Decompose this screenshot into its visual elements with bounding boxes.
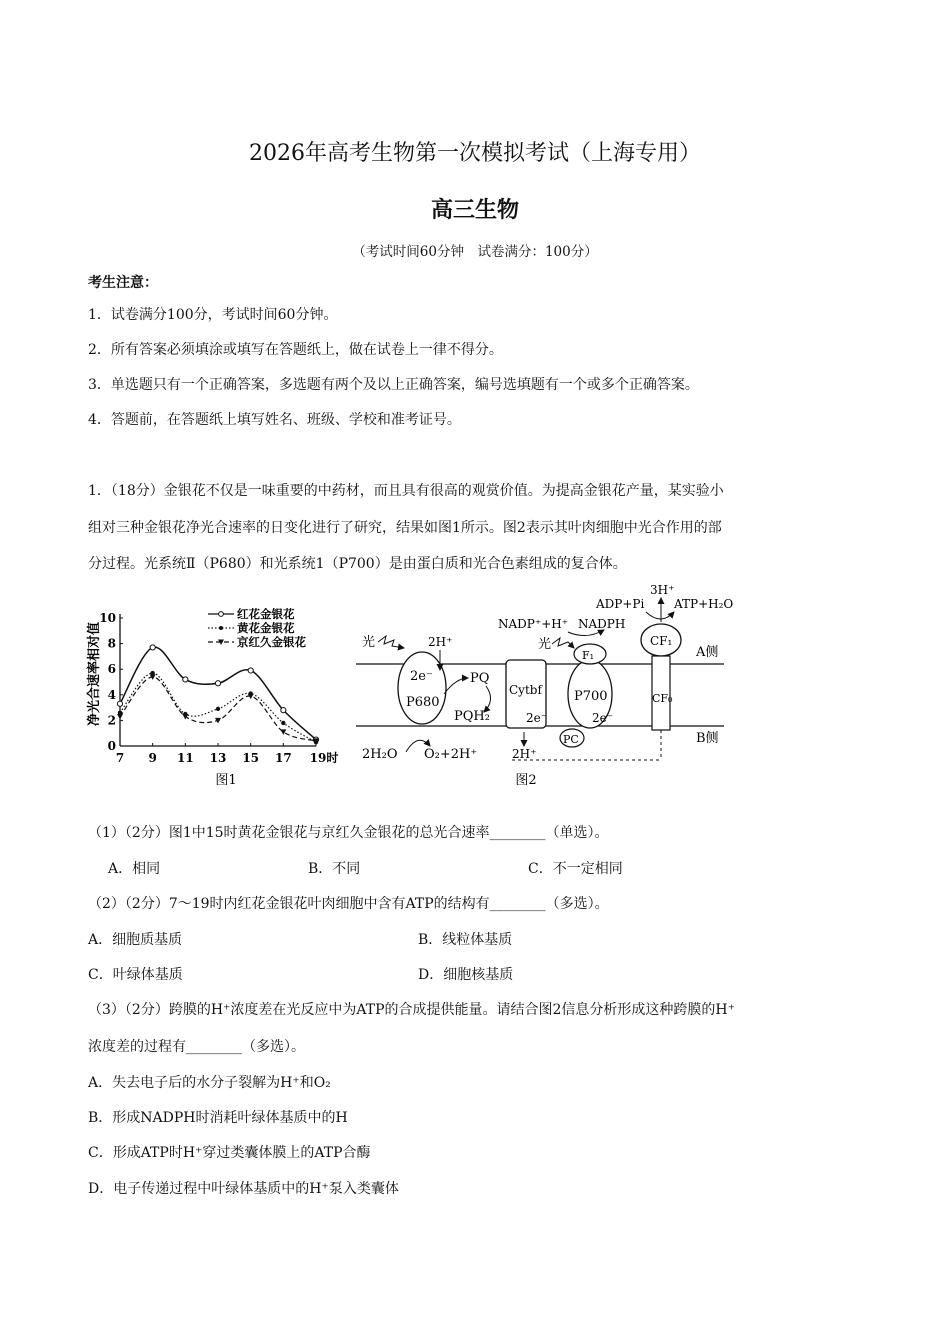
q3-option: D．电子传递过程中叶绿体基质中的H⁺泵入类囊体 bbox=[88, 1181, 399, 1197]
figure2-diagram bbox=[356, 582, 736, 792]
x-tick-label: 7 bbox=[115, 751, 125, 765]
notice-item: 3．单选题只有一个正确答案，多选题有两个及以上正确答案，编号选填题有一个或多个正确答案。 bbox=[88, 377, 699, 393]
figure2-caption: 图2 bbox=[515, 773, 537, 788]
light-label: 光 bbox=[538, 637, 552, 652]
data-point bbox=[183, 677, 188, 682]
atp-label: ATP+H₂O bbox=[674, 597, 734, 611]
light-label: 光 bbox=[362, 635, 376, 650]
electron-label: 2e⁻ bbox=[526, 711, 548, 725]
data-point bbox=[216, 707, 220, 711]
legend-label: 黄花金银花 bbox=[237, 621, 295, 635]
side-b-label: B侧 bbox=[696, 731, 719, 746]
q3-option: C．形成ATP时H⁺穿过类囊体膜上的ATP合酶 bbox=[88, 1145, 371, 1161]
figure1-caption: 图1 bbox=[215, 773, 237, 788]
p700-label: P700 bbox=[574, 689, 608, 704]
data-point bbox=[281, 721, 285, 725]
notice-item: 2．所有答案必须填涂或填写在答题纸上，做在试卷上一律不得分。 bbox=[88, 342, 503, 358]
q3-option: B．形成NADPH时消耗叶绿体基质中的H bbox=[88, 1110, 348, 1126]
exam-title: 2026年高考生物第一次模拟考试（上海专用） bbox=[249, 141, 701, 166]
legend-label: 红花金银花 bbox=[237, 607, 295, 621]
y-tick-label: 4 bbox=[107, 687, 116, 702]
exam-meta: （考试时间60分钟 试卷满分：100分） bbox=[352, 244, 598, 260]
notice-heading: 考生注意： bbox=[88, 275, 158, 291]
chart-ylabel: 净光合速率相对值 bbox=[87, 621, 102, 727]
data-point bbox=[117, 714, 123, 720]
x-tick-label: 15 bbox=[242, 751, 260, 765]
p680-complex bbox=[398, 652, 446, 724]
data-point bbox=[182, 714, 188, 720]
exam-subtitle: 高三生物 bbox=[430, 197, 519, 223]
data-point bbox=[117, 701, 122, 706]
nadp-label: NADP⁺+H⁺ bbox=[498, 617, 569, 631]
q1-option: B．不同 bbox=[308, 861, 361, 877]
atp-arrow-icon bbox=[646, 612, 674, 619]
y-tick-label: 2 bbox=[107, 713, 116, 728]
legend-marker bbox=[219, 612, 224, 617]
light-arrow-icon bbox=[552, 638, 574, 648]
electron-label: 2e⁻ bbox=[410, 669, 433, 684]
x-tick-label: 19时 bbox=[309, 751, 339, 765]
q3-option: A．失去电子后的水分子裂解为H⁺和O₂ bbox=[88, 1075, 331, 1091]
q2-option: B．线粒体基质 bbox=[418, 932, 513, 948]
subquestion-3: （3）（2分）跨膜的H⁺浓度差在光反应中为ATP的合成提供能量。请结合图2信息分析形成这种跨膜的H⁺ bbox=[88, 1002, 736, 1018]
y-tick-label: 0 bbox=[107, 739, 116, 753]
series-line bbox=[120, 647, 316, 740]
q1-option: C．不一定相同 bbox=[528, 861, 623, 877]
nadph-label: NADPH bbox=[578, 617, 626, 631]
p680-label: P680 bbox=[406, 695, 440, 710]
data-point bbox=[248, 668, 253, 673]
pq-label: PQ bbox=[470, 671, 490, 686]
legend-label: 京红久金银花 bbox=[237, 635, 306, 649]
cytbf-label: Cytbf bbox=[509, 683, 542, 697]
light-arrow-icon bbox=[378, 636, 404, 648]
subquestion-2: （2）（2分）7～19时内红花金银花叶肉细胞中含有ATP的结构有________（多选）。 bbox=[88, 896, 609, 912]
y-tick-label: 6 bbox=[107, 662, 116, 677]
q1-option: A．相同 bbox=[108, 861, 161, 877]
proton-label: 2H⁺ bbox=[512, 747, 537, 761]
x-tick-label: 13 bbox=[209, 751, 227, 765]
pc-label: PC bbox=[563, 733, 579, 746]
data-point bbox=[280, 729, 286, 735]
electron-arrow-icon bbox=[444, 678, 468, 694]
adp-label: ADP+Pi bbox=[596, 597, 645, 611]
question1-intro-line: 1．（18分）金银花不仅是一味重要的中药材，而且具有很高的观赏价值。为提高金银花产量，某实验小 bbox=[88, 483, 724, 499]
x-tick-label: 9 bbox=[148, 751, 157, 765]
x-tick-label: 17 bbox=[274, 751, 292, 765]
q2-option: D．细胞核基质 bbox=[418, 967, 514, 983]
q2-option: A．细胞质基质 bbox=[88, 932, 183, 948]
electron-label: 2e⁻ bbox=[592, 711, 614, 725]
subquestion-1: （1）（2分）图1中15时黄花金银花与京红久金银花的总光合速率________（单选）。 bbox=[88, 825, 609, 841]
oxygen-label: O₂+2H⁺ bbox=[424, 747, 478, 762]
subquestion-3-cont: 浓度差的过程有________（多选）。 bbox=[88, 1039, 305, 1055]
data-point bbox=[150, 645, 155, 650]
question1-intro-line: 分过程。光系统Ⅱ（P680）和光系统1（P700）是由蛋白质和光合色素组成的复合体。 bbox=[88, 556, 627, 572]
question1-intro-line: 组对三种金银花净光合速率的日变化进行了研究，结果如图1所示。图2表示其叶肉细胞中光合作用的部 bbox=[88, 520, 722, 536]
side-a-label: A侧 bbox=[696, 645, 719, 660]
water-label: 2H₂O bbox=[362, 747, 398, 762]
proton-label: 2H⁺ bbox=[428, 635, 453, 649]
f1-label: F₁ bbox=[582, 649, 595, 662]
data-point bbox=[215, 681, 220, 686]
figure1-chart bbox=[84, 602, 344, 792]
pqh2-label: PQH₂ bbox=[454, 709, 490, 724]
cf0-label: CF₀ bbox=[652, 692, 673, 705]
data-point bbox=[281, 708, 286, 713]
q2-option: C．叶绿体基质 bbox=[88, 967, 183, 983]
y-tick-label: 10 bbox=[99, 611, 116, 625]
proton-label: 3H⁺ bbox=[650, 583, 675, 597]
notice-item: 4．答题前，在答题纸上填写姓名、班级、学校和准考证号。 bbox=[88, 412, 461, 428]
y-tick-label: 8 bbox=[107, 636, 116, 651]
cf1-label: CF₁ bbox=[650, 634, 673, 648]
legend-marker bbox=[219, 626, 223, 630]
notice-item: 1．试卷满分100分，考试时间60分钟。 bbox=[88, 307, 338, 323]
x-tick-label: 11 bbox=[176, 751, 194, 765]
